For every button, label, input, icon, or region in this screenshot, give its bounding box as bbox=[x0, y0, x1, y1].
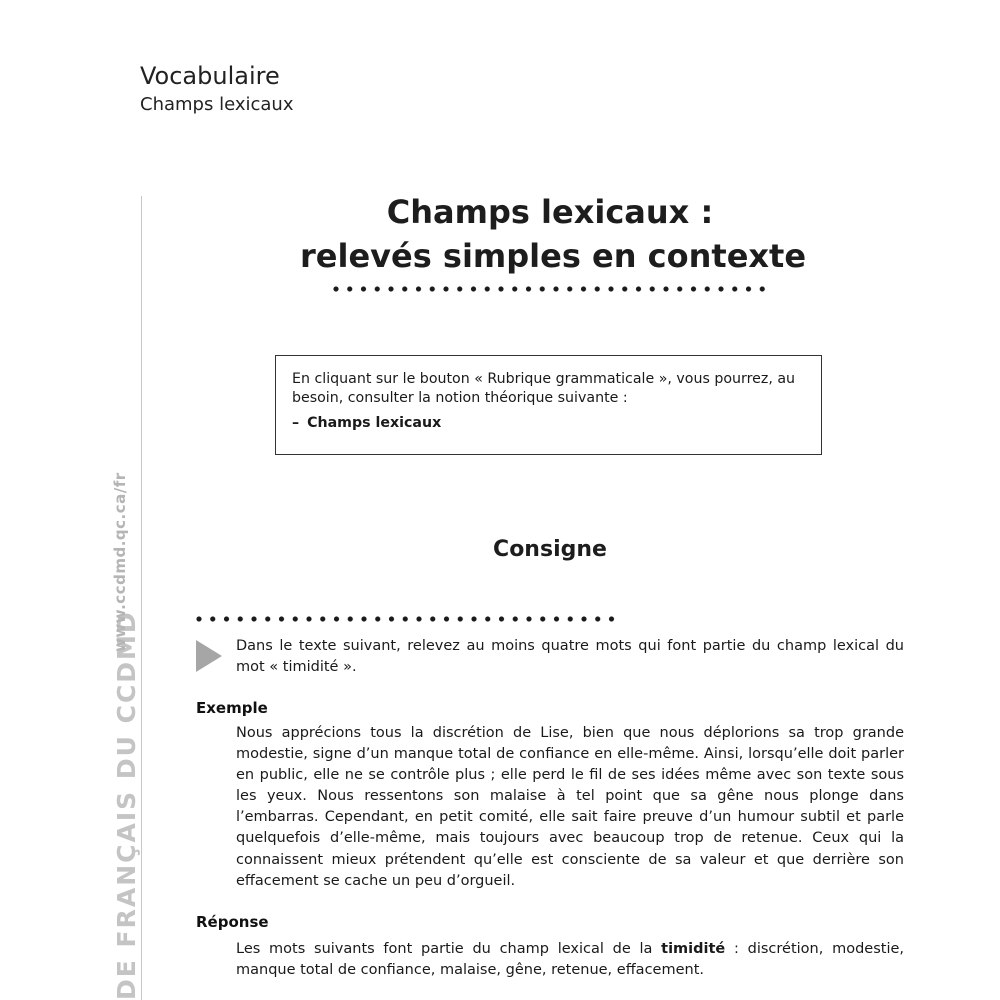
answer-label: Réponse bbox=[196, 913, 269, 931]
side-divider bbox=[141, 196, 142, 1000]
consigne-heading: Consigne bbox=[493, 537, 607, 562]
answer-keyword: timidité bbox=[661, 941, 726, 957]
side-brand-text: DE FRANÇAIS DU CCDMD bbox=[112, 610, 141, 1000]
play-arrow-icon bbox=[196, 640, 222, 672]
answer-list: : discrétion, modestie, manque total de confiance, malaise, gêne, retenue, effacement. bbox=[236, 941, 904, 978]
side-watermark bbox=[42, 180, 162, 1000]
page-title-line-2: relevés simples en contexte bbox=[300, 237, 807, 275]
notice-dash: – bbox=[292, 415, 300, 431]
consigne-dotted-divider bbox=[196, 616, 616, 622]
side-url-link[interactable]: www.ccdmd.qc.ca/fr bbox=[111, 472, 129, 652]
notice-item-label: Champs lexicaux bbox=[307, 415, 442, 431]
notice-item bbox=[292, 414, 805, 433]
example-text: Nous apprécions tous la discrétion de Lise, bien que nous déplorions sa trop grande modestie, signe d’un manque total de confiance en elle-même. Ainsi, lorsqu’elle doit parler en public, elle ne se contrôle plus ; elle perd le fil de ses idées même avec son texte sous les yeux. Nous ressentons son malaise à tel point que sa gêne nous plonge dans l’embarras. Cependant, en petit comité, elle sait faire preuve d’un humour subtil et parle quelquefois d’elle-même, mais toujours avec beaucoup trop de retenue. Ceux qui la connaissent mieux prétendent qu’elle est consciente de sa valeur et que derrière son effacement se cache un peu d’orgueil. bbox=[236, 725, 904, 889]
page-title bbox=[300, 190, 807, 278]
instruction-text: Dans le texte suivant, relevez au moins quatre mots qui font partie du champ lexical du mot « timidité ». bbox=[236, 638, 904, 675]
notice-box bbox=[275, 355, 822, 455]
page-title-line-1: Champs lexicaux : bbox=[386, 193, 714, 231]
subsection-title: Champs lexicaux bbox=[140, 94, 294, 115]
answer-text bbox=[236, 939, 904, 981]
example-label: Exemple bbox=[196, 699, 268, 717]
notice-text: En cliquant sur le bouton « Rubrique grammaticale », vous pourrez, au besoin, consulter la notion théorique suivante : bbox=[292, 371, 796, 406]
title-dotted-divider bbox=[333, 286, 773, 292]
answer-intro: Les mots suivants font partie du champ lexical de la bbox=[236, 941, 662, 957]
section-title: Vocabulaire bbox=[140, 62, 280, 90]
